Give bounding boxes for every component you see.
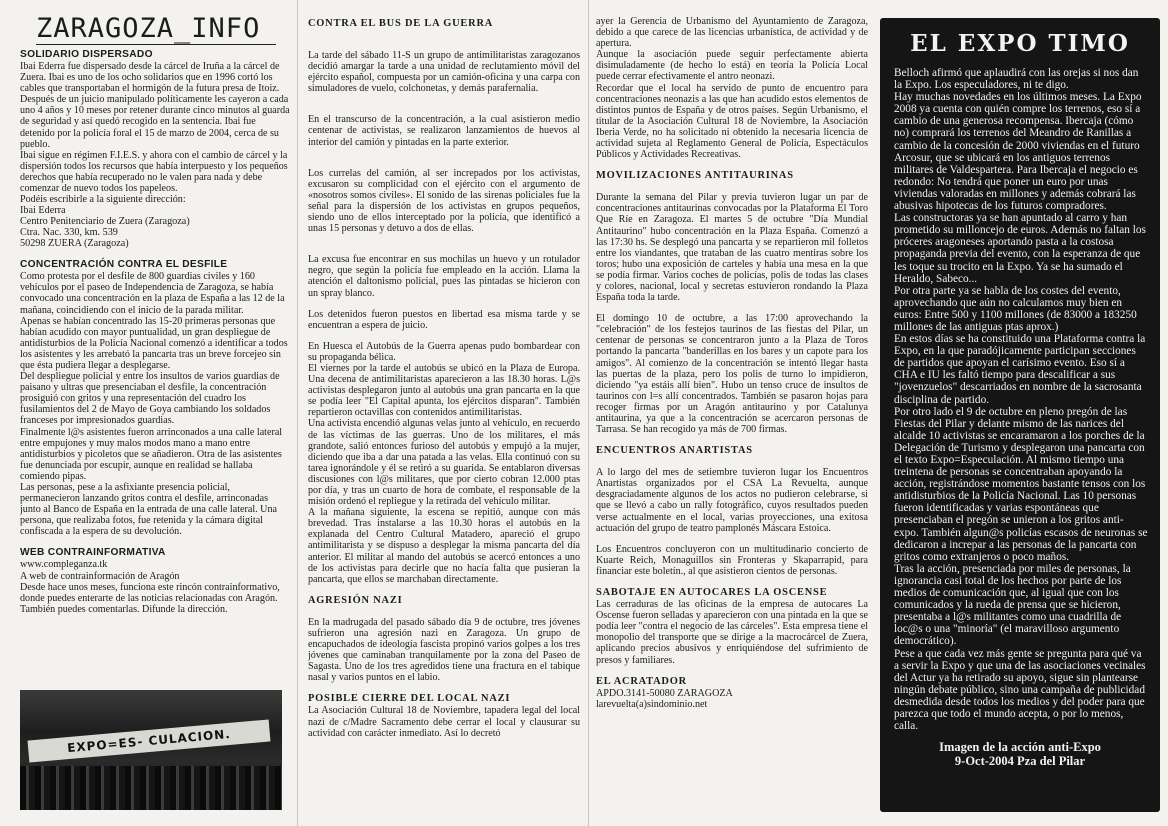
fold-line [588, 0, 589, 826]
headline-cierre-local: POSIBLE CIERRE DEL LOCAL NAZI [308, 693, 511, 705]
paragraph: Ibai Ederra fue dispersado desde la cárcel de Iruña a la cárcel de Zuera. Ibai es uno de los ocho solidarios que en 1996 cortó los cables que transportaban el hormigón de la futura presa de Itoiz. [20, 61, 280, 95]
photo-caption: Imagen de la acción anti-Expo [939, 740, 1101, 755]
headline-web: WEB CONTRAINFORMATIVA [20, 547, 166, 559]
headline-acratador: EL ACRATADOR [596, 675, 687, 687]
paragraph: A la mañana siguiente, la escena se repitió, aunque con más brevedad. Tras instalarse a las 10.30 horas el autobús en la explanada del Centro Cultural Matadero, apareció el grupo antimilitarista y se dispuso a desplegar la misma pancarta del día anterior. El militar al mando del autobús se acercó entonces a uno de los activistas para decirle que no hacía falta que pusieran la pancarta, que ellos se marchaban directamente. [308, 507, 580, 585]
paragraph: La tarde del sábado 11-S un grupo de antimilitaristas zaragozanos decidió amargar la tarde a una unidad de reclutamiento móvil del ejército español, compuesta por un camión-oficina y una carpa con simuladores de vuelo, colchonetas, y demás parafernalia. [308, 50, 580, 95]
headline-agresion: AGRESIÓN NAZI [308, 594, 403, 606]
headline-solidario: SOLIDARIO DISPERSADO [20, 49, 153, 60]
paragraph: En la madrugada del pasado sábado día 9 de octubre, tres jóvenes sufrieron una agresión nazi en Zaragoza. Un grupo de encapuchados de ideología fascista propinó varios golpes a los tres jóvenes que caminaban tranquilamente por la zona del Paseo de Sagasta. Uno de los tres agredidos tiene una fractura en el tabique nasal y varios puntos en el labio. [308, 616, 580, 684]
paragraph: Finalmente l@s asistentes fueron arrinconados a una calle lateral entre empujones y muy malos modos mano a mano entre antidisturbios y picoletos que se añadieron. Otra de las asistentes fue denunciada por escupir, aunque en realidad se hallaba comiendo pipas. [20, 426, 283, 482]
paragraph: Podéis escribirle a la siguiente dirección: [20, 194, 186, 206]
postal-address [20, 205, 290, 249]
address-line: Ibai Ederra [20, 205, 66, 217]
address-line: Centro Penitenciario de Zuera (Zaragoza) [20, 216, 190, 228]
protest-photo [20, 690, 282, 810]
paragraph: Hay muchas novedades en los últimos meses. La Expo 2008 ya cuenta con quién compre los terrenos, eso sí a cambio de una generosa recompensa. Ibercaja (cómo no) comprará los terrenos del Meandro de Ranillas a cambio de la concesión de 2000 viviendas en el futuro Arcosur, que se ubicará en los antiguos terrenos militares de Valdespartera. Para Ibercaja el negocio es redondo: No tendrá que poner un euro por unas viviendas valoradas en millones y además cobrará las abusivas hipotecas de los futuros compradores. [894, 91, 1142, 213]
paragraph: Las constructoras ya se han apuntado al carro y han prometido su milloncejo de euros. Además no faltan los próceres aragoneses aportando pasta a la costosa propaganda previa del evento, con la esperanza de que les toque su trocito en la Expo. Ya se ha sumado el Heraldo, Sabeco... [894, 212, 1146, 285]
contact-address: APDO.3141-50080 ZARAGOZA [596, 687, 733, 699]
headline-anartistas: ENCUENTROS ANARTISTAS [596, 445, 753, 457]
contact-email: larevuelta(a)sindominio.net [596, 698, 708, 710]
column-3 [596, 16, 868, 814]
paragraph: Pese a que cada vez más gente se pregunta para qué va a servir la Expo y que una de las asociaciones vecinales del Actur ya ha retirado su apoyo, sigue sin plantearse ningún debate público, sino una campaña de publicidad desmedida desde todos los medios y del poder para que parezca que todo el mundo acepta, o por lo menos, calla. [894, 647, 1146, 733]
paragraph: Los Encuentros concluyeron con un multitudinario concierto de Kuarte Reich, Monaguillos sin Fronteras y Skaparrapid, para financiar este boletín., al que asistieron cientos de personas. [596, 543, 868, 577]
headline-sabotaje: SABOTAJE EN AUTOCARES LA OSCENSE [596, 587, 828, 599]
photo-caption-date: 9-Oct-2004 Pza del Pilar [954, 754, 1086, 769]
paragraph: A web de contrainformación de Aragón [20, 570, 180, 582]
photo-banner-text: EXPO=ES- CULACION. [28, 719, 271, 762]
headline-expo-timo: EL EXPO TIMO [910, 30, 1130, 57]
paragraph: Como protesta por el desfile de 800 guardias civiles y 160 vehículos por el paseo de Independencia de Zaragoza, se había convocado una concentración en la plaza de España a las 12 de la mañana, coincidiendo con el inicio de la parada militar. [20, 271, 285, 316]
paragraph: Apenas se habían concentrado las 15-20 primeras personas que habían acudido con mayor puntualidad, un gran despliegue de antidisturbios de la Policía Nacional comenzó a identificar a todos los asistentes y les arrebató la pancarta tras un breve forcejeo sin que ésta pudiera llegar a desplegarse. [20, 315, 288, 371]
paragraph: Desde hace unos meses, funciona este rincón contrainformativo, donde puedes enterarte de las noticias relacionadas con Aragón. También puedes comentarlas. Difunde la dirección. [20, 581, 280, 615]
paragraph: A lo largo del mes de setiembre tuvieron lugar los Encuentros Anartistas organizados por el CSA La Revuelta, aunque desgraciadamente algunos de los actos no pudieron celebrarse, si que se llevó a cabo un rally fotográfico, cuyos resultados pueden verse actualmente en el local, varias proyecciones, una exitosa actuación del grupo de teatro pamplonés Máscara Estoica. [596, 467, 868, 534]
paragraph: Del despliegue policial y entre los insultos de varios guardias de paisano y ultras que presenciaban el desfile, la concentración prosiguió con gritos y una representación del cuadro los fusilamientos del 2 de Mayo de Goya cambiando los soldados franceses por impresionados guardias. [20, 371, 280, 427]
paragraph: El viernes por la tarde el autobús se ubicó en la Plaza de Europa. Una decena de antimilitaristas aparecieron a las 18.30 horas. L@s activistas desplegaron junto al autobús una gran pancarta en la que se podía leer "El Capital apunta, los ejércitos disparan". También repartieron octavillas con contenidos antimilitaristas. [308, 362, 580, 419]
masthead-logo: ZARAGOZA_INFO [36, 14, 276, 45]
paragraph: Ibai sigue en régimen F.I.E.S. y ahora con el cambio de cárcel y la dispersión todos los recursos que había interpuesto y los pequeños derechos que había recuperado no le valen para nada y debe comenzar de nuevo todos los papeleos. [20, 149, 288, 195]
paragraph: Belloch afirmó que aplaudirá con las orejas si nos dan la Expo. Los especuladores, ni te digo. [894, 67, 1139, 92]
address-line: 50298 ZUERA (Zaragoza) [20, 238, 129, 250]
paragraph: Después de un juicio manipulado políticamente les cayeron a cada uno 4 años y 10 meses por retener durante cinco minutos al guarda de seguridad y así quedó recogido en la sentencia. Ibai fue detenido por la policía foral el 15 de marzo de 2004, cerca de su pueblo. [20, 94, 290, 150]
crowd-silhouette [20, 766, 282, 810]
paragraph: Por otro lado el 9 de octubre en pleno pregón de las Fiestas del Pilar y delante mismo de las narices del alcalde 10 activistas se encaramaron a los porches de la Delegación de Turismo y desplegaron una pancarta con el texto Expo=Especulación. Al mismo tiempo una treintena de personas se concentraban apoyando la acción, registrándose momentos bastante tensos con los antidisturbios de la Policía Nacional. Las 10 personas fueron identificadas y varias espontáneas que presenciaban el pregón se unieron a los gritos anti-expo. También algun@s policías escasos de neuronas se dedicaron a increpar a las personas de la pancarta con gritos como extranjeros o poco maños. [894, 405, 1148, 563]
paragraph: ayer la Gerencia de Urbanismo del Ayuntamiento de Zaragoza, debido a que carece de las licencias urbanística, de actividad y de apertura. [596, 16, 868, 50]
headline-concentracion: CONCENTRACIÓN CONTRA EL DESFILE [20, 259, 228, 271]
paragraph: Tras la acción, presenciada por miles de personas, la ignorancia casi total de los hechos por parte de los medios de comunicación que, al igual que con los comunicados y la rueda de prensa que se hicieron, presentaba a l@s militantes como una cuadrilla de loc@s o una "minoría" (el maravilloso argumento democrático). [894, 562, 1131, 648]
paragraph: En el transcurso de la concentración, a la cual asistieron medio centenar de activistas, se realizaron lanzamientos de huevos al interior del camión y pintadas en la parte exterior. [308, 114, 580, 148]
paragraph: En estos días se ha constituido una Plataforma contra la Expo, en la que paradójicamente participan secciones de partidos que apoyan el carísimo evento. Eso sí a CHA e IU les faltó tiempo para descalificar a sus "jovenzuelos" descarriados en nombre de la sacrosanta disciplina de partido. [894, 333, 1146, 406]
paragraph: La Asociación Cultural 18 de Noviembre, tapadera legal del local nazi de c/Madre Sacramento debe cerrar el local y clausurar su actividad con carácter inmediato. Así lo decretó [308, 705, 580, 739]
paragraph: Una activista encendió algunas velas junto al vehículo, en recuerdo de las víctimas de las guerras. Uno de los militares, el más grandote, salió entonces furioso del autobús y empujó a la mujer, diciendo que iba a dar una patada a las velas. Ella continuó con su tarea ignorándole y él se retiró a su guarida. Se entablaron diversas discusiones con l@s militares, que por cierto cobran 12.000 ptas por día, y tras un cuarto de hora de combate, el responsable de la misión ordenó el repliegue y la retirada del vehículo militar. [308, 418, 580, 508]
address-line: Ctra. Nac. 330, km. 539 [20, 227, 118, 239]
headline-antitaurinas: MOVILIZACIONES ANTITAURINAS [596, 170, 794, 182]
paragraph: Recordar que el local ha servido de punto de encuentro para concentraciones neonazis a las que han acudido estos elementos de distintos puntos de España y de otros países. Según Urbanismo, el titular de la Asociación Cultural 18 de Noviembre, la Asociación Iberia Verde, no ha solicitado ni obtenido la necesaria licencia de actividad sujeta al Reglamento General de Policía, Espectáculos Públicos y Actividades Recreativas. [596, 82, 868, 161]
paragraph: Los detenidos fueron puestos en libertad esa misma tarde y se encuentran a espera de juicio. [308, 308, 580, 331]
paragraph: En Huesca el Autobús de la Guerra apenas pudo bombardear con su propaganda bélica. [308, 340, 580, 363]
paragraph: Los currelas del camión, al ser increpados por los activistas, excusaron su complicidad con el ejército con el argumento de «nosotros somos civiles». El sonido de las sirenas policiales fue la señal para la dispersión de los activistas en grupos pequeños, siendo uno de ellos interceptado por la policía, que identificó a unas 15 personas y detuvo a dos de ellas. [308, 167, 580, 235]
paragraph: Las cerraduras de las oficinas de la empresa de autocares La Oscense fueron selladas y aparecieron con una pintada en la que se podía leer "contra el negocio de las cárceles". Esta empresa tiene el monopolio del transporte que se dirige a la macrocárcel de Zuera, aplicando precios abusivos y enriquiéndose del sufrimiento de presos y familiares. [596, 599, 868, 666]
paragraph: Por otra parte ya se habla de los costes del evento, aprovechando que aún no calculamos muy bien en euros: Entre 500 y 1100 millones (de 83000 a 183250 millones de las antiguas ptas aprox.) [894, 284, 1137, 333]
column-4-expo-timo [880, 18, 1160, 812]
web-url: www.compleganza.tk [20, 559, 108, 571]
paragraph: El domingo 10 de octubre, a las 17:00 aprovechando la "celebración" de los festejos taurinos de las fiestas del Pilar, un centenar de personas se concentraron junto a la Plaza de Toros portando la pancarta "banderillas en los bares y un capote para los amigos". Al comienzo de la concentración se intentó llegar hasta las puertas de la plaza, pero los polis de turno lo impidieron, diciendo "ya estáis allí bien". Hubo un tenso cruce de insultos de taurinos con l=s allí concentrados. También se pasaron hojas para recoger firmas por un Aragón antitaurino y por Catalunya antitaurina, ya que a la concentración se acercaron personas de Tarrasa. Se han recogido ya más de 700 firmas. [596, 313, 868, 436]
column-2 [308, 18, 580, 814]
headline-bus-guerra: CONTRA EL BUS DE LA GUERRA [308, 18, 494, 29]
paragraph: La excusa fue encontrar en sus mochilas un huevo y un rotulador negro, que según la policía fue empleado en la acción. Llama la atención el daltonismo policial, pues las pintadas se hicieron con un spray blanco. [308, 254, 580, 299]
fold-line [297, 0, 298, 826]
paragraph: Aunque la asociación puede seguir perfectamente abierta disimuladamente (de hecho lo está) en teoría la Policía Local puede cerrar efectivamente el antro neonazi. [596, 49, 868, 83]
paragraph: Durante la semana del Pilar y previa tuvieron lugar un par de concentraciones antitaurinas convocadas por la Plataforma El Toro Que Ríe en Zaragoza. El martes 5 de octubre "Día Mundial Antitaurino" hubo concentración en la Plaza España. Comenzó a las 17:30 hs. Se desplegó una pancarta y se repartieron mil folletos entre los viandantes, que trataban de las cuatro mentiras sobre los toros; hubo una exposición de carteles y había una mesa en la que se podía firmar. Varios coches de policías, polis de todas las clases y colores, nacional, local y secretas estuvieron rondando la Plaza España toda la tarde. [596, 192, 868, 304]
column-1 [20, 14, 290, 814]
paragraph: Las personas, pese a la asfixiante presencia policial, permanecieron lanzando gritos contra el desfile, arrinconadas junto al Banco de España en la entrada de una calle lateral. Una persona, que realizaba fotos, fue retenida y la cámara digital confiscada a la espera de su devolución. [20, 482, 277, 538]
